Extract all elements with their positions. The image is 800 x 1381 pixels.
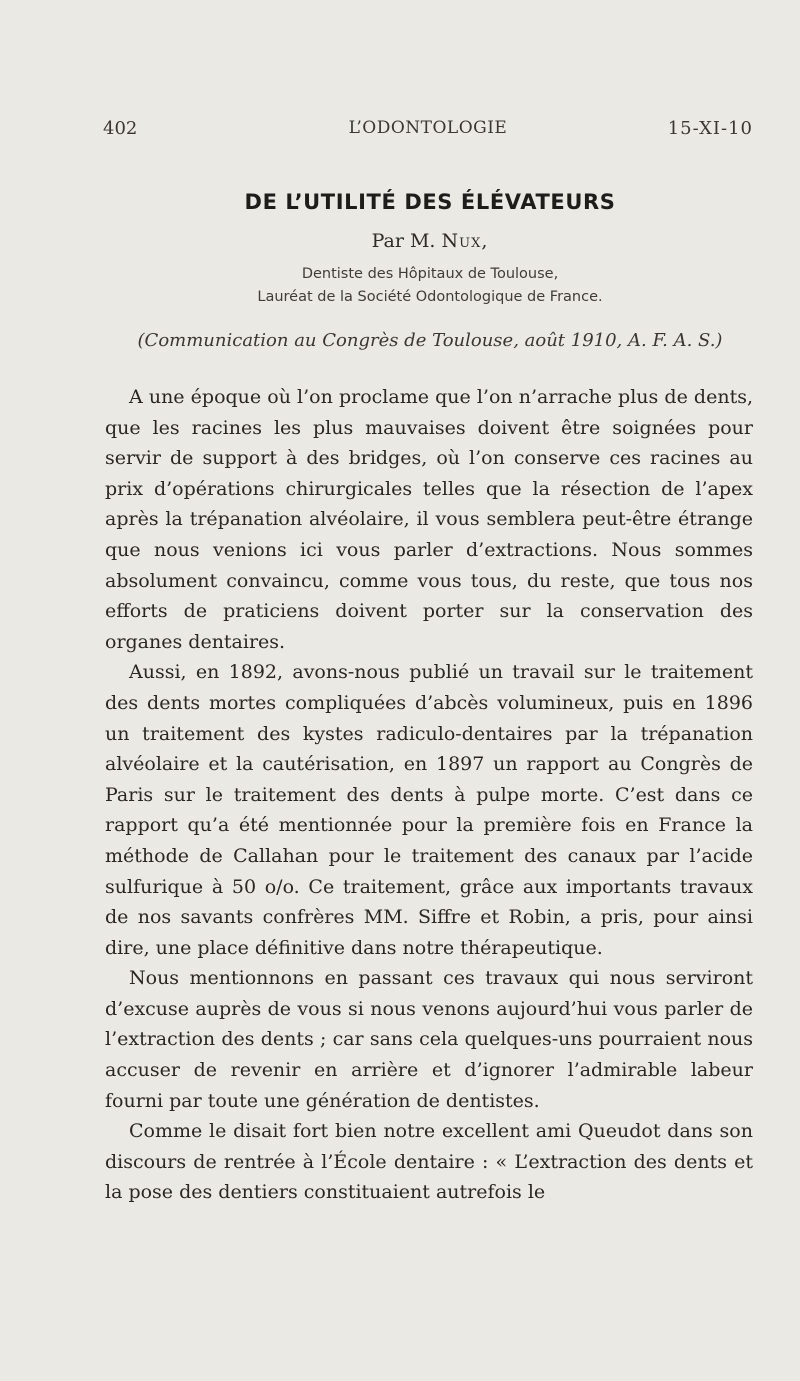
byline-prefix: Par M.: [371, 230, 442, 252]
journal-title: L’ODONTOLOGIE: [348, 118, 508, 138]
author-affiliation-2: Lauréat de la Société Odontologique de France.: [257, 289, 603, 305]
issue-date: 15-XI-10: [667, 118, 753, 139]
page-number: 402: [103, 118, 138, 139]
byline: [0, 230, 800, 252]
article-body: [105, 382, 753, 1208]
paragraph: Aussi, en 1892, avons-nous publié un travail sur le traitement des dents mortes compliquées d’abcès volumineux, puis en 1896 un traitement des kystes radiculo-dentaires par la trépanation alvéolaire et la cautérisation, en 1897 un rapport au Congrès de Paris sur le traitement des dents à pulpe morte. C’est dans ce rapport qu’a été mentionnée pour la première fois en France la méthode de Callahan pour le traitement des canaux par l’acide sulfurique à 50 o/o. Ce traitement, grâce aux importants travaux de nos savants confrères MM. Siffre et Robin, a pris, pour ainsi dire, une place définitive dans notre thérapeutique.: [105, 661, 753, 959]
paragraph: A une époque où l’on proclame que l’on n’arrache plus de dents, que les racines les plus mauvaises doivent être soignées pour servir de support à des bridges, où l’on conserve ces racines au prix d’opérations chirurgicales telles que la résection de l’apex après la trépanation alvéolaire, il vous semblera peut-être étrange que nous venions ici vous parler d’extractions. Nous sommes absolument convaincu, comme vous tous, du reste, que tous nos efforts de praticiens doivent porter sur la conservation des organes dentaires.: [105, 386, 753, 653]
author-affiliation-1: Dentiste des Hôpitaux de Toulouse,: [301, 266, 559, 282]
author-name: Nux,: [441, 230, 489, 252]
article-title: DE L’UTILITÉ DES ÉLÉVATEURS: [244, 190, 616, 214]
paragraph: Comme le disait fort bien notre excellent ami Queudot dans son discours de rentrée à l’École dentaire : « L’extraction des dents et la pose des dentiers constituaient autrefois le: [105, 1120, 753, 1204]
running-head: [103, 118, 753, 144]
paragraph: Nous mentionnons en passant ces travaux qui nous serviront d’excuse auprès de vous si nous venons aujourd’hui vous parler de l’extraction des dents ; car sans cela quelques-uns pourraient nous accuser de revenir en arrière et d’ignorer l’admirable labeur fourni par toute une génération de dentistes.: [105, 967, 753, 1112]
communication-note: (Communication au Congrès de Toulouse, août 1910, A. F. A. S.): [137, 330, 723, 351]
